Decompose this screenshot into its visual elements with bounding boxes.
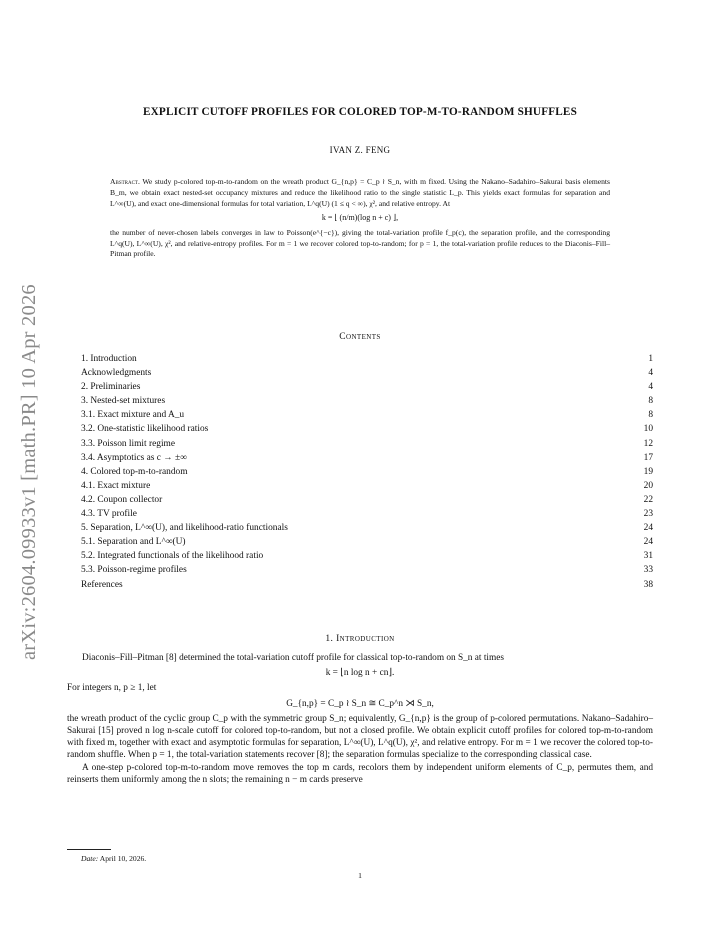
toc-row[interactable] bbox=[81, 578, 653, 592]
toc-page-number: 22 bbox=[643, 494, 653, 505]
toc-label: 2. Preliminaries bbox=[81, 382, 141, 393]
footnote bbox=[81, 854, 146, 863]
toc-row[interactable] bbox=[81, 465, 653, 479]
toc-row[interactable] bbox=[81, 563, 653, 577]
toc-row[interactable] bbox=[81, 451, 653, 465]
toc-row[interactable] bbox=[81, 352, 653, 366]
toc-row[interactable] bbox=[81, 521, 653, 535]
body-paragraph: Diaconis–Fill–Pitman [8] determined the total-variation cutoff profile for classical top-to-random on S_n at times bbox=[82, 653, 504, 663]
body-paragraph: For integers n, p ≥ 1, let bbox=[67, 683, 157, 694]
section-heading: 1. Introduction bbox=[325, 634, 395, 644]
body-paragraph: A one-step p-colored top-m-to-random move removes the top m cards, recolors them by independent uniform elements of C_p, permutes them, and reinserts them uniformly among the n slots; the remaining n − m cards preserve bbox=[67, 762, 653, 785]
toc-label: 3.3. Poisson limit regime bbox=[81, 438, 176, 449]
abstract-text-2: the number of never-chosen labels converges in law to Poisson(e^{−c}), giving the total-variation profile f_p(c), the separation profile, and the corresponding L^q(U), L^∞(U), χ², and relative-entropy profiles. For m = 1 we recover colored top-to-random; for p = 1, the total-variation profile reduces to the Diaconis–Fill–Pitman profile. bbox=[110, 227, 610, 259]
arxiv-stamp: arXiv:2604.09933v1 [math.PR] 10 Apr 2026 bbox=[18, 284, 40, 660]
toc-row[interactable] bbox=[81, 493, 653, 507]
footnote-value: April 10, 2026. bbox=[99, 854, 147, 863]
abstract-paragraph-1 bbox=[110, 177, 610, 210]
toc-label: 1. Introduction bbox=[81, 354, 137, 364]
toc-label: Acknowledgments bbox=[81, 368, 152, 379]
toc-page-number: 1 bbox=[648, 354, 653, 364]
toc-page-number: 4 bbox=[648, 368, 653, 379]
toc-label: 5.3. Poisson-regime profiles bbox=[81, 565, 187, 576]
toc-label: 4.1. Exact mixture bbox=[81, 480, 151, 491]
abstract-lead: Abstract. bbox=[110, 177, 140, 186]
footnote-key: Date: bbox=[81, 854, 99, 863]
contents-heading: Contents bbox=[339, 332, 381, 342]
toc-page-number: 31 bbox=[643, 551, 653, 562]
body-equation: k = ⌊n log n + cn⌋. bbox=[325, 668, 395, 679]
table-of-contents bbox=[81, 352, 653, 592]
toc-page-number: 20 bbox=[643, 480, 653, 491]
toc-row[interactable] bbox=[81, 535, 653, 549]
toc-row[interactable] bbox=[81, 408, 653, 422]
toc-page-number: 33 bbox=[643, 565, 653, 576]
toc-label: References bbox=[81, 579, 123, 590]
page-number: 1 bbox=[358, 871, 362, 880]
toc-label: 5.1. Separation and L^∞(U) bbox=[81, 537, 186, 548]
abstract-equation: k = ⌊ (n/m)(log n + c) ⌋, bbox=[321, 212, 399, 222]
toc-row[interactable] bbox=[81, 380, 653, 394]
toc-page-number: 19 bbox=[643, 466, 653, 477]
toc-label: 4. Colored top-m-to-random bbox=[81, 466, 188, 477]
toc-page-number: 17 bbox=[643, 452, 653, 463]
toc-page-number: 8 bbox=[648, 410, 653, 421]
toc-row[interactable] bbox=[81, 394, 653, 408]
author-name: IVAN Z. FENG bbox=[329, 145, 391, 155]
toc-row[interactable] bbox=[81, 549, 653, 563]
toc-label: 3. Nested-set mixtures bbox=[81, 396, 166, 407]
abstract-text-1: We study p-colored top-m-to-random on the wreath product G_{n,p} = C_p ≀ S_n, with m fixed. Using the Nakano–Sadahiro–Sakurai basis elements B_m, we obtain exact nested-set occupancy mixtures and reduce the likelihood ratio to the single statistic L_p. This yields exact formulas for separation and L^∞(U), and exact one-dimensional formulas for total variation, L^q(U) (1 ≤ q < ∞), χ², and relative entropy. At bbox=[110, 177, 610, 208]
toc-page-number: 4 bbox=[648, 382, 653, 393]
toc-label: 5. Separation, L^∞(U), and likelihood-ratio functionals bbox=[81, 523, 288, 534]
toc-label: 4.3. TV profile bbox=[81, 509, 137, 520]
toc-label: 3.1. Exact mixture and A_u bbox=[81, 410, 185, 421]
toc-page-number: 12 bbox=[643, 438, 653, 449]
toc-label: 3.2. One-statistic likelihood ratios bbox=[81, 424, 209, 435]
toc-label: 3.4. Asymptotics as c → ±∞ bbox=[81, 452, 187, 463]
toc-page-number: 24 bbox=[643, 537, 653, 548]
toc-row[interactable] bbox=[81, 366, 653, 380]
toc-label: 4.2. Coupon collector bbox=[81, 494, 163, 505]
toc-page-number: 10 bbox=[643, 424, 653, 435]
toc-page-number: 24 bbox=[643, 523, 653, 534]
toc-page-number: 23 bbox=[643, 509, 653, 520]
toc-row[interactable] bbox=[81, 422, 653, 436]
toc-page-number: 8 bbox=[648, 396, 653, 407]
body-paragraph: the wreath product of the cyclic group C_p with the symmetric group S_n; equivalently, G_{n,p} is the group of p-colored permutations. Nakano–Sadahiro–Sakurai [15] proved n log n-scale cutoff for colored top-to-random, but not a closed profile. We obtain explicit cutoff profiles for colored top-m-to-random with fixed m, together with exact and asymptotic formulas for separation, L^∞(U), L^q(U), χ², and relative entropy. For m = 1 we recover the colored top-to-random shuffle. When p = 1, the total-variation statements recover [8]; the separation formulas specialize to the corresponding classical case. bbox=[67, 713, 653, 761]
section-body bbox=[67, 652, 653, 786]
body-equation: G_{n,p} = C_p ≀ S_n ≅ C_p^n ⋊ S_n, bbox=[286, 698, 434, 709]
footnote-rule bbox=[67, 849, 111, 850]
abstract bbox=[110, 177, 610, 260]
paper-title: EXPLICIT CUTOFF PROFILES FOR COLORED TOP-M-TO-RANDOM SHUFFLES bbox=[142, 106, 578, 118]
toc-page-number: 38 bbox=[643, 579, 653, 590]
toc-label: 5.2. Integrated functionals of the likelihood ratio bbox=[81, 551, 264, 562]
toc-row[interactable] bbox=[81, 479, 653, 493]
toc-row[interactable] bbox=[81, 437, 653, 451]
toc-row[interactable] bbox=[81, 507, 653, 521]
